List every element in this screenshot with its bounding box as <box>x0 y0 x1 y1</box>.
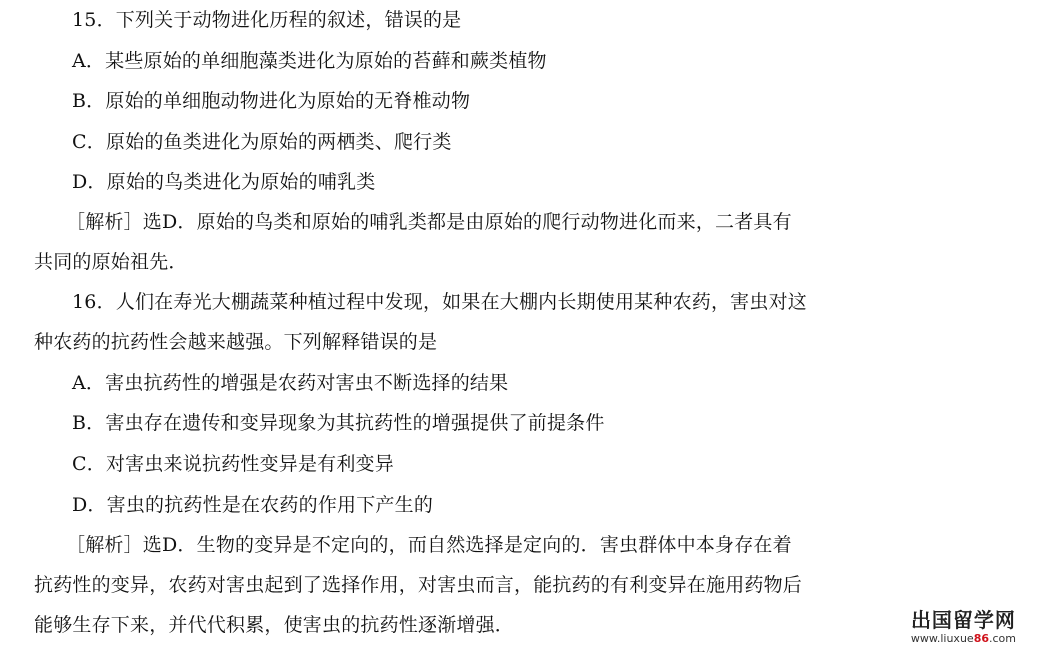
watermark-url <box>911 633 1016 644</box>
question-16-stem-line-2: 种农药的抗药性会越来越强。下列解释错误的是 <box>34 331 438 353</box>
question-15-analysis-line-2: 共同的原始祖先． <box>34 251 188 273</box>
question-15-option-c: C．原始的鱼类进化为原始的两栖类、爬行类 <box>72 131 452 153</box>
question-16-option-a: A．害虫抗药性的增强是农药对害虫不断选择的结果 <box>72 372 509 394</box>
question-15-stem: 15．下列关于动物进化历程的叙述，错误的是 <box>72 9 462 31</box>
watermark-url-prefix: www.liuxue <box>910 632 974 645</box>
question-16-analysis-line-1: ［解析］选D．生物的变异是不定向的，而自然选择是定向的．害虫群体中本身存在着 <box>66 534 792 556</box>
question-15-analysis-line-1: ［解析］选D．原始的鸟类和原始的哺乳类都是由原始的爬行动物进化而来，二者具有 <box>66 211 792 233</box>
question-15-option-b: B．原始的单细胞动物进化为原始的无脊椎动物 <box>72 90 471 112</box>
question-16-analysis-line-2: 抗药性的变异，农药对害虫起到了选择作用，对害虫而言，能抗药的有利变异在施用药物后 <box>34 574 803 596</box>
watermark-url-suffix: .com <box>989 632 1016 645</box>
site-watermark <box>911 610 1016 644</box>
question-16-option-b: B．害虫存在遗传和变异现象为其抗药性的增强提供了前提条件 <box>72 412 605 434</box>
question-16-option-c: C．对害虫来说抗药性变异是有利变异 <box>72 453 394 475</box>
question-15-option-d: D．原始的鸟类进化为原始的哺乳类 <box>72 171 376 193</box>
watermark-title: 出国留学网 <box>910 608 1016 632</box>
watermark-url-accent: 86 <box>973 632 989 645</box>
question-16-option-d: D．害虫的抗药性是在农药的作用下产生的 <box>72 494 434 516</box>
question-16-stem-line-1: 16．人们在寿光大棚蔬菜种植过程中发现，如果在大棚内长期使用某种农药，害虫对这 <box>72 291 807 313</box>
question-16-analysis-line-3: 能够生存下来，并代代积累，使害虫的抗药性逐渐增强． <box>34 614 515 636</box>
question-15-option-a: A．某些原始的单细胞藻类进化为原始的苔藓和蕨类植物 <box>72 50 547 72</box>
